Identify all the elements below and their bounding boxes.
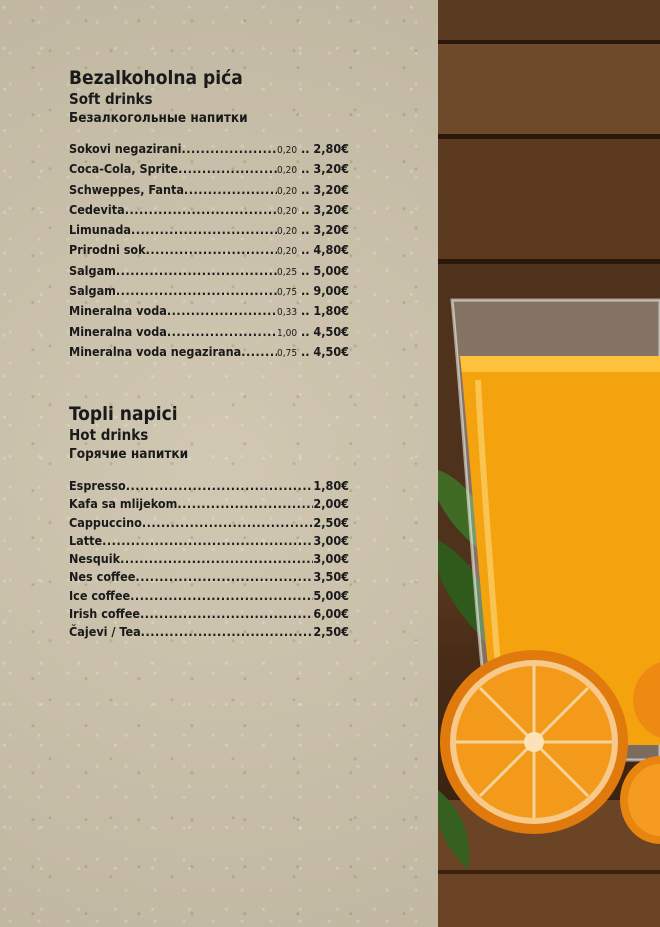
menu-item-name: Čajevi / Tea (69, 624, 141, 640)
menu-item-price: 3,20€ (313, 181, 349, 197)
menu-item-quantity: 0,25 (277, 266, 298, 278)
dot-leader (142, 514, 314, 532)
menu-item-row (69, 201, 349, 221)
menu-item-quantity: 0,20 (277, 165, 298, 177)
menu-item-row (69, 181, 349, 201)
price-separator: .. (297, 181, 314, 197)
menu-item-price: 2,50€ (313, 514, 349, 530)
dot-leader (102, 532, 313, 550)
hot-drinks-list (69, 477, 349, 642)
hot-drinks-title-en: Hot drinks (69, 426, 149, 444)
menu-item-price: 1,80€ (313, 303, 349, 319)
price-separator: .. (297, 201, 314, 217)
menu-item-row (69, 605, 349, 623)
dot-leader (167, 302, 277, 320)
menu-item-price: 6,00€ (313, 606, 349, 622)
menu-item-row (69, 262, 349, 282)
soft-drinks-section (69, 67, 349, 363)
menu-item-price: 3,00€ (313, 532, 349, 548)
dot-leader (167, 323, 277, 341)
hot-drinks-title-ru: Горячие напитки (69, 446, 189, 462)
soft-drinks-list (69, 140, 349, 363)
menu-item-price: 5,00€ (313, 262, 349, 278)
soft-drinks-title-en: Soft drinks (69, 90, 153, 108)
dot-leader (184, 181, 277, 199)
menu-item-row (69, 495, 349, 513)
menu-item-name: Cedevita (69, 201, 125, 217)
menu-item-name: Kafa sa mlijekom (69, 496, 178, 512)
dot-leader (181, 140, 277, 158)
menu-item-quantity: 0,20 (277, 226, 298, 238)
menu-item-price: 3,20€ (313, 222, 349, 238)
orange-juice-illustration (438, 0, 660, 927)
menu-item-row (69, 160, 349, 180)
menu-item-row (69, 140, 349, 160)
price-separator: .. (297, 303, 314, 319)
dot-leader (125, 201, 277, 219)
menu-item-name: Latte (69, 532, 103, 548)
menu-item-row (69, 343, 349, 363)
menu-item-name: Sokovi negazirani (69, 141, 182, 156)
menu-item-quantity: 0,20 (277, 145, 298, 156)
menu-item-name: Nesquik (69, 551, 121, 567)
menu-item-row (69, 532, 349, 550)
dot-leader (116, 282, 277, 300)
menu-item-row (69, 550, 349, 568)
menu-item-name: Mineralna voda (69, 303, 167, 319)
dot-leader (140, 605, 313, 623)
price-separator: .. (297, 222, 314, 238)
menu-item-quantity: 0,33 (277, 307, 298, 319)
menu-item-quantity: 0,20 (277, 205, 298, 217)
price-separator: .. (297, 262, 314, 278)
dot-leader (130, 587, 313, 605)
menu-item-name: Prirodni sok (69, 242, 146, 258)
menu-item-name: Coca-Cola, Sprite (69, 161, 179, 177)
price-separator: .. (297, 343, 314, 359)
menu-item-price: 3,50€ (313, 569, 349, 585)
menu-item-row (69, 623, 349, 641)
price-separator: .. (297, 283, 314, 299)
menu-item-price: 4,50€ (313, 323, 349, 339)
menu-item-price: 2,80€ (313, 141, 349, 156)
dot-leader (126, 477, 314, 495)
dot-leader (177, 495, 313, 513)
menu-item-row (69, 241, 349, 261)
menu-item-name: Cappuccino (69, 514, 142, 530)
menu-item-price: 9,00€ (313, 283, 349, 299)
soft-drinks-title: Bezalkoholna pića (69, 67, 243, 89)
menu-item-price: 2,50€ (313, 624, 349, 640)
menu-item-name: Nes coffee (69, 569, 136, 585)
price-separator: .. (297, 141, 314, 156)
menu-item-row (69, 302, 349, 322)
menu-item-quantity: 0,20 (277, 185, 298, 197)
menu-item-name: Irish coffee (69, 606, 140, 622)
menu-item-name: Ice coffee (69, 587, 131, 603)
menu-item-price: 3,00€ (313, 551, 349, 567)
price-separator: .. (297, 323, 314, 339)
dot-leader (120, 550, 313, 568)
dot-leader (116, 262, 277, 280)
menu-item-price: 3,20€ (313, 201, 349, 217)
hot-drinks-title: Topli napici (69, 403, 178, 425)
menu-item-quantity: 0,75 (277, 287, 298, 299)
dot-leader (141, 623, 314, 641)
menu-item-row (69, 568, 349, 586)
soft-drinks-title-ru: Безалкогольные напитки (69, 110, 248, 126)
menu-item-name: Salgam (69, 262, 116, 278)
dot-leader (241, 343, 277, 361)
menu-item-row (69, 221, 349, 241)
menu-item-name: Limunada (69, 222, 131, 238)
menu-item-price: 2,00€ (313, 496, 349, 512)
menu-item-row (69, 323, 349, 343)
menu-item-quantity: 0,20 (277, 246, 298, 258)
menu-item-row (69, 514, 349, 532)
price-separator: .. (297, 242, 314, 258)
orange-juice-photo (438, 0, 660, 927)
dot-leader (178, 160, 277, 178)
price-separator: .. (297, 161, 314, 177)
menu-item-name: Espresso (69, 478, 126, 493)
hot-drinks-section (69, 403, 349, 642)
menu-item-price: 4,80€ (313, 242, 349, 258)
dot-leader (131, 221, 277, 239)
menu-item-price: 1,80€ (313, 478, 349, 493)
menu-item-price: 3,20€ (313, 161, 349, 177)
dot-leader (146, 241, 277, 259)
menu-item-name: Schweppes, Fanta (69, 181, 184, 197)
menu-item-row (69, 477, 349, 495)
menu-item-name: Mineralna voda negazirana (69, 343, 242, 359)
menu-item-price: 5,00€ (313, 587, 349, 603)
menu-item-name: Salgam (69, 283, 116, 299)
menu-item-row (69, 282, 349, 302)
menu-item-quantity: 1,00 (277, 327, 298, 339)
menu-item-price: 4,50€ (313, 343, 349, 359)
menu-item-row (69, 587, 349, 605)
menu-item-quantity: 0,75 (277, 347, 298, 359)
menu-item-name: Mineralna voda (69, 323, 167, 339)
dot-leader (135, 568, 313, 586)
